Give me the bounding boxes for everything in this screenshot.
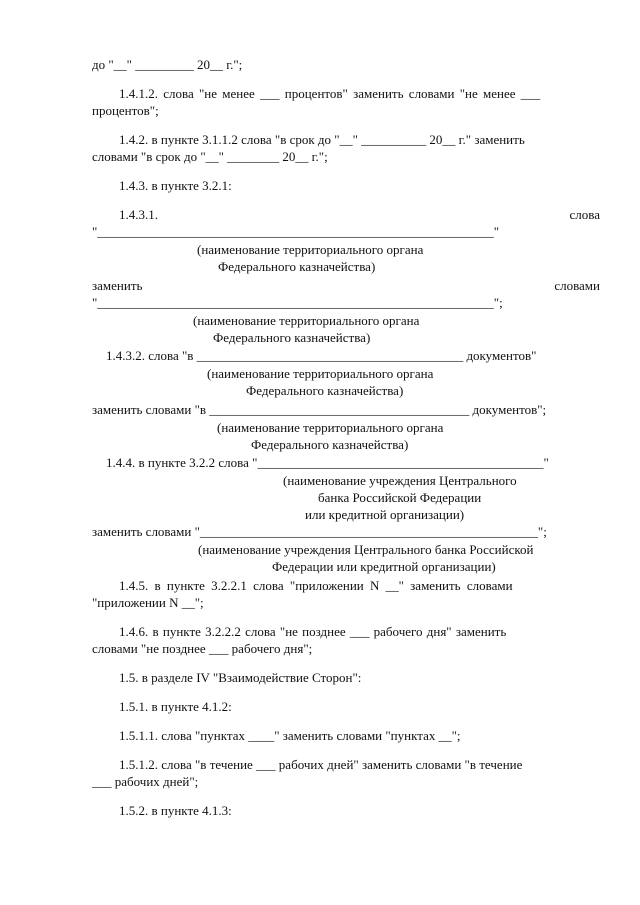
field-caption: Федерального казначейства) (251, 437, 409, 452)
text-line: 1.4.4. в пункте 3.2.2 слова "____________________________________________" (106, 455, 549, 470)
field-caption: Федерального казначейства) (213, 330, 371, 345)
text-line: 1.4.2. в пункте 3.1.1.2 слова "в срок до "__" __________ 20__ г." заменить (119, 132, 525, 147)
field-caption: (наименование территориального органа (197, 242, 424, 257)
text-line: процентов"; (92, 103, 159, 118)
text-line: ___ рабочих дней"; (92, 774, 199, 789)
field-caption: Федерального казначейства) (218, 259, 376, 274)
text-line: словами (554, 278, 600, 293)
text-line: слова (569, 207, 600, 222)
text-line: 1.5.1. в пункте 4.1.2: (119, 699, 232, 714)
text-line: 1.4.3.2. слова "в _________________________________________ документов" (106, 348, 537, 363)
field-caption: Федерального казначейства) (246, 383, 404, 398)
text-line: 1.4.1.2. слова "не менее ___ процентов" заменить словами "не менее ___ (119, 86, 541, 101)
field-caption: банка Российской Федерации (318, 490, 482, 505)
text-line: 1.4.3. в пункте 3.2.1: (119, 178, 232, 193)
text-line: 1.4.6. в пункте 3.2.2.2 слова "не позднее ___ рабочего дня" заменить (119, 624, 507, 639)
text-line: заменить словами "____________________________________________________"; (92, 524, 547, 539)
text-line: 1.4.5. в пункте 3.2.2.1 слова "приложении N __" заменить словами (119, 578, 513, 593)
field-caption: (наименование территориального органа (207, 366, 434, 381)
blank-line: "_____________________________________________________________"; (92, 295, 503, 310)
field-caption: Федерации или кредитной организации) (272, 559, 496, 574)
blank-line: "_____________________________________________________________" (92, 224, 500, 239)
text-line: заменить (92, 278, 143, 293)
text-line: словами "в срок до "__" ________ 20__ г."; (92, 149, 328, 164)
text-line: 1.5.1.2. слова "в течение ___ рабочих дней" заменить словами "в течение (119, 757, 523, 772)
field-caption: (наименование учреждения Центрального банка Российской (198, 542, 534, 557)
field-caption: или кредитной организации) (305, 507, 465, 522)
field-caption: (наименование территориального органа (193, 313, 420, 328)
text-line: "приложении N __"; (92, 595, 204, 610)
text-line: словами "не позднее ___ рабочего дня"; (92, 641, 313, 656)
field-caption: (наименование территориального органа (217, 420, 444, 435)
text-line: 1.4.3.1. (119, 207, 158, 222)
text-line: до "__" _________ 20__ г."; (92, 57, 243, 72)
field-caption: (наименование учреждения Центрального (283, 473, 517, 488)
text-line: заменить словами "в ________________________________________ документов"; (92, 402, 547, 417)
text-line: 1.5.1.1. слова "пунктах ____" заменить словами "пунктах __"; (119, 728, 461, 743)
section-heading: 1.5. в разделе IV "Взаимодействие Сторон": (119, 670, 362, 685)
text-line: 1.5.2. в пункте 4.1.3: (119, 803, 232, 818)
